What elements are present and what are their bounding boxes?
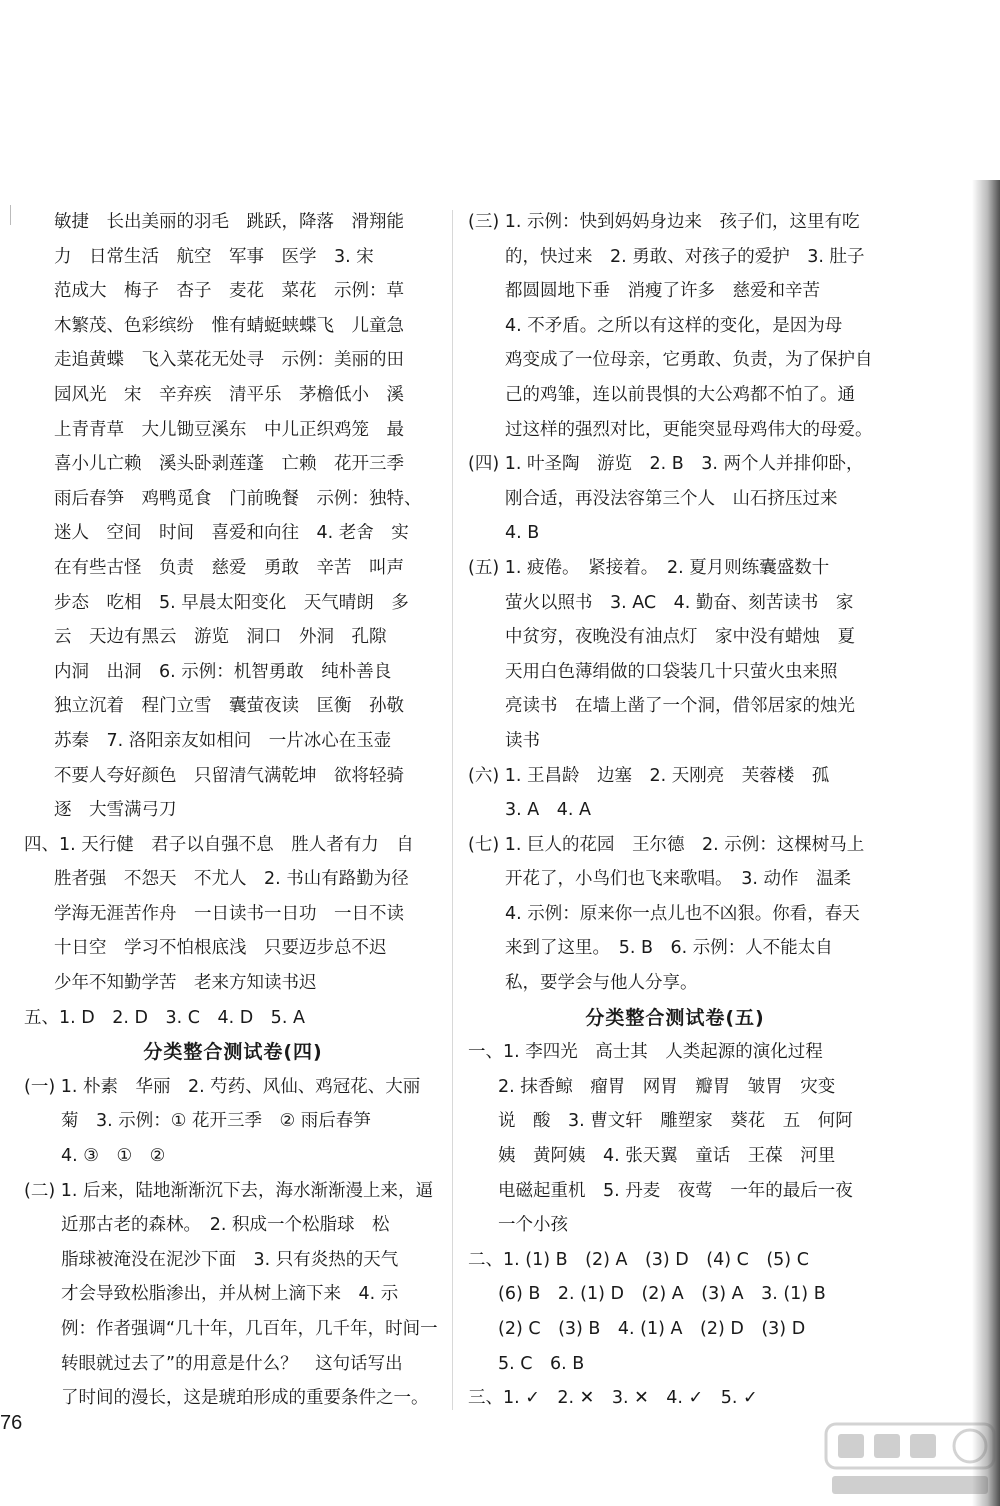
- answer-line: 转眼就过去了”的用意是什么？ 这句话写出: [61, 1353, 403, 1374]
- answer-line: 二、1. (1) B (2) A (3) D (4) C (5) C: [468, 1249, 809, 1270]
- test-5-section-2: [468, 1243, 882, 1381]
- answer-line: 力 日常生活 航空 军事 医学 3. 宋: [54, 246, 374, 267]
- answer-line: 一个小孩: [498, 1215, 568, 1236]
- answer-line: (四) 1. 叶圣陶 游览 2. B 3. 两个人并排仰卧，: [468, 454, 864, 475]
- answer-line: 的，快过来 2. 勇敢、对孩子的爱护 3. 肚子: [505, 246, 865, 267]
- answer-line: 亮读书 在墙上凿了一个洞，借邻居家的烛光: [505, 696, 855, 717]
- answer-line: (一) 1. 朴素 华丽 2. 芍药、风仙、鸡冠花、大丽: [24, 1076, 421, 1097]
- answer-line: 范成大 梅子 杏子 麦花 菜花 示例：草: [54, 281, 404, 302]
- page-edge-shadow: [972, 180, 1000, 1506]
- answer-line: 刚合适，再没法容第三个人 山石挤压过来: [505, 488, 838, 509]
- answer-line: 4. 示例：原来你一点儿也不凶狠。你看，春天: [505, 903, 860, 924]
- answer-line: 来到了这里。 5. B 6. 示例：人不能太自: [505, 938, 833, 959]
- answer-line: 苏秦 7. 洛阳亲友如相问 一片冰心在玉壶: [54, 730, 392, 751]
- answer-line: 内洞 出洞 6. 示例：机智勇敢 纯朴善良: [54, 661, 392, 682]
- answer-line: 4. B: [505, 523, 540, 544]
- test-5-section-3: 三、1. ✓ 2. ✕ 3. ✕ 4. ✓ 5. ✓: [468, 1388, 758, 1409]
- answer-line: 中贫穷，夜晚没有油点灯 家中没有蜡烛 夏: [505, 627, 855, 648]
- test-5-title: 分类整合测试卷(五): [585, 1006, 765, 1029]
- answer-line: 喜小儿亡赖 溪头卧剥莲蓬 亡赖 花开三季: [54, 454, 404, 475]
- answer-line: (五) 1. 疲倦。 紧接着。 2. 夏月则练囊盛数十: [468, 557, 830, 578]
- answer-line: 了时间的漫长，这是琥珀形成的重要条件之一。: [61, 1388, 429, 1409]
- answer-line: 四、1. 天行健 君子以自强不息 胜人者有力 自: [24, 834, 414, 855]
- answer-line: 云 天边有黑云 游览 洞口 外洞 孔隙: [54, 627, 387, 648]
- right-column: [468, 205, 882, 1416]
- answer-line: (二) 1. 后来，陆地渐渐沉下去，海水渐渐漫上来，逼: [24, 1180, 433, 1201]
- answer-line: 说 酸 3. 曹文轩 雕塑家 葵花 五 何阿: [498, 1111, 853, 1132]
- answer-line: 过这样的强烈对比，更能突显母鸡伟大的母爱。: [505, 419, 873, 440]
- answer-line: 少年不知勤学苦 老来方知读书迟: [54, 973, 317, 994]
- answer-line: (六) 1. 王昌龄 边塞 2. 天刚亮 芙蓉楼 孤: [468, 765, 830, 786]
- answer-line: 2. 抹香鲸 瘤胃 网胃 瓣胃 皱胃 灾变: [498, 1076, 836, 1097]
- answer-line: 4. ③ ① ②: [61, 1146, 166, 1167]
- answer-line: 一、1. 李四光 高士其 人类起源的演化过程: [468, 1042, 823, 1063]
- answer-line: 走追黄蝶 飞入菜花无处寻 示例：美丽的田: [54, 350, 404, 371]
- answer-line: 5. C 6. B: [498, 1353, 585, 1374]
- answer-line: 私，要学会与他人分享。: [505, 973, 698, 994]
- answer-line: 上青青草 大儿锄豆溪东 中儿正织鸡笼 最: [54, 419, 404, 440]
- test-4-title: 分类整合测试卷(四): [143, 1041, 323, 1064]
- answer-line: (三) 1. 示例：快到妈妈身边来 孩子们，这里有吃: [468, 212, 860, 232]
- answer-line: 逐 大雪满弓刀: [54, 800, 177, 821]
- answer-line: 步态 吃相 5. 早晨太阳变化 天气晴朗 多: [54, 592, 409, 613]
- answer-line: 萤火以照书 3. AC 4. 勤奋、刻苦读书 家: [505, 592, 854, 613]
- answer-line: 十日空 学习不怕根底浅 只要迈步总不迟: [54, 938, 387, 959]
- answer-line: 开花了，小鸟们也飞来歌唱。 3. 动作 温柔: [505, 869, 852, 890]
- answer-line: 4. 不矛盾。之所以有这样的变化，是因为母: [505, 315, 843, 336]
- answer-line: 菊 3. 示例：① 花开三季 ② 雨后春笋: [61, 1111, 371, 1132]
- answer-line: 在有些古怪 负责 慈爱 勇敢 辛苦 叫声: [54, 557, 404, 578]
- answer-line: 迷人 空间 时间 喜爱和向往 4. 老舍 实: [54, 523, 409, 544]
- margin-rule: [10, 205, 11, 225]
- watermark-logo: [822, 1418, 998, 1502]
- answer-line: 例：作者强调“几十年，几百年，几千年，时间一: [61, 1319, 438, 1339]
- answer-line: 电磁起重机 5. 丹麦 夜莺 一年的最后一夜: [498, 1180, 853, 1201]
- answer-line: 不要人夸好颜色 只留清气满乾坤 欲将轻骑: [54, 765, 404, 786]
- answer-line: 读书: [505, 730, 540, 751]
- test-4-answers: [24, 1070, 442, 1416]
- section-4-answers: [24, 828, 442, 1001]
- answer-line: 胜者强 不怨天 不尤人 2. 书山有路勤为径: [54, 869, 409, 890]
- answer-line: (七) 1. 巨人的花园 王尔德 2. 示例：这棵树马上: [468, 834, 865, 855]
- answer-line: 园风光 宋 辛弃疾 清平乐 茅檐低小 溪: [54, 384, 404, 405]
- section-5-answers: 五、1. D 2. D 3. C 4. D 5. A: [24, 1007, 305, 1028]
- answer-block-continued: [24, 205, 442, 828]
- answer-line: 独立沉着 程门立雪 囊萤夜读 匡衡 孙敬: [54, 696, 404, 717]
- answer-line: 近那古老的森林。 2. 积成一个松脂球 松: [61, 1215, 390, 1236]
- answer-line: 己的鸡雏，连以前畏惧的大公鸡都不怕了。通: [505, 384, 855, 405]
- column-divider: [452, 210, 453, 1410]
- answer-line: 天用白色薄绢做的口袋装几十只萤火虫来照: [505, 661, 838, 682]
- answer-line: 敏捷 长出美丽的羽毛 跳跃，降落 滑翔能: [54, 212, 404, 232]
- test-5-section-1: [468, 1035, 882, 1243]
- answer-line: 才会导致松脂渗出，并从树上滴下来 4. 示: [61, 1284, 399, 1305]
- answer-line: 都圆圆地下垂 消瘦了许多 慈爱和辛苦: [505, 281, 820, 302]
- answer-line: (2) C (3) B 4. (1) A (2) D (3) D: [498, 1319, 806, 1339]
- left-column: [24, 205, 442, 1416]
- answer-line: 木繁茂、色彩缤纷 惟有蜻蜓蛱蝶飞 儿童急: [54, 315, 404, 336]
- page-number: 76: [0, 1412, 23, 1434]
- answer-block-continued: [468, 205, 882, 1001]
- answer-line: 学海无涯苦作舟 一日读书一日功 一日不读: [54, 903, 404, 924]
- answer-line: 鸡变成了一位母亲，它勇敢、负责，为了保护自: [505, 350, 873, 371]
- answer-line: 3. A 4. A: [505, 800, 591, 821]
- answer-line: 姨 黄阿姨 4. 张天翼 童话 王葆 河里: [498, 1146, 836, 1167]
- answer-line: 雨后春笋 鸡鸭觅食 门前晚餐 示例：独特、: [54, 488, 422, 509]
- answer-line: (6) B 2. (1) D (2) A (3) A 3. (1) B: [498, 1284, 826, 1305]
- answer-line: 脂球被淹没在泥沙下面 3. 只有炎热的天气: [61, 1249, 399, 1270]
